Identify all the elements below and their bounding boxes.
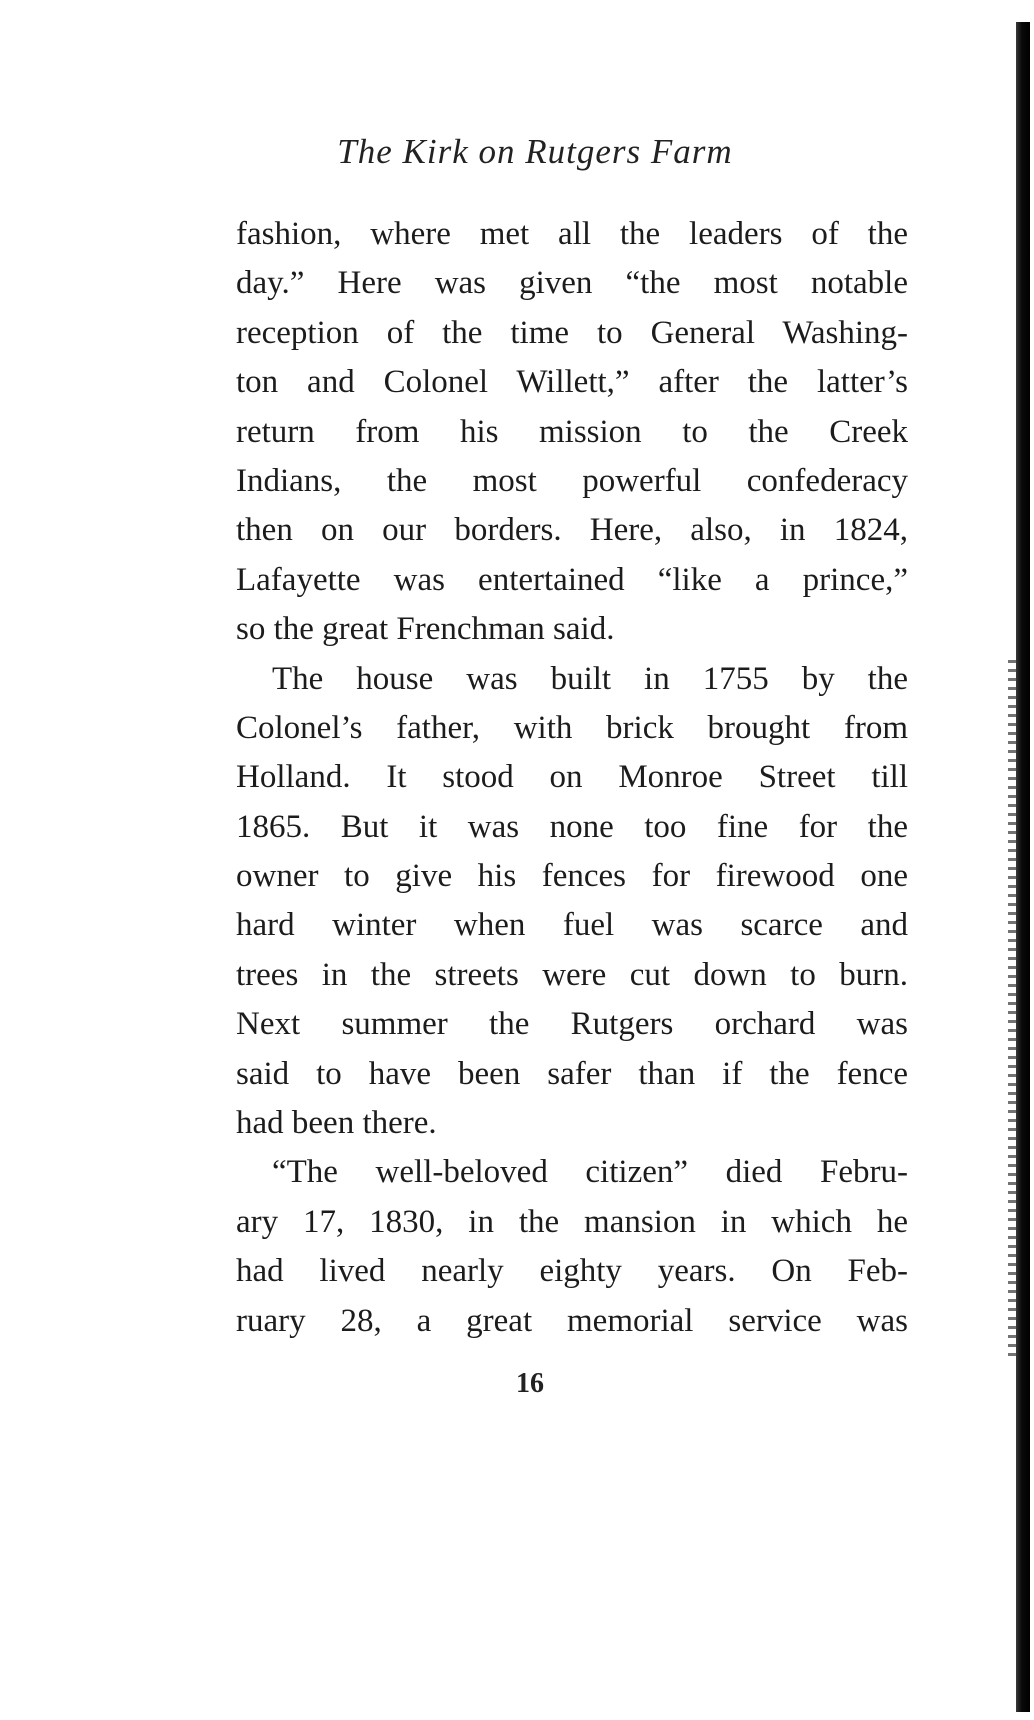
text-line: hard winter when fuel was scarce and (236, 907, 908, 944)
text-line: “The well-beloved citizen” died Febru- (272, 1154, 908, 1191)
text-line: ary 17, 1830, in the mansion in which he (236, 1203, 908, 1240)
text-line: The house was built in 1755 by the (272, 660, 908, 697)
body-text (236, 210, 908, 1346)
text-line: Lafayette was entertained “like a prince,” (236, 561, 908, 598)
text-line: then on our borders. Here, also, in 1824, (236, 512, 908, 549)
running-head: The Kirk on Rutgers Farm (337, 132, 733, 171)
page-edge (1016, 22, 1030, 1712)
text-line: owner to give his fences for firewood one (236, 858, 908, 895)
text-line: Next summer the Rutgers orchard was (236, 1006, 908, 1043)
text-line: ruary 28, a great memorial service was (236, 1302, 908, 1339)
text-line: so the great Frenchman said. (236, 611, 615, 648)
text-line: fashion, where met all the leaders of the (236, 216, 908, 252)
text-line: had been there. (236, 1105, 437, 1142)
text-line: said to have been safer than if the fence (236, 1055, 908, 1092)
text-line: Holland. It stood on Monroe Street till (236, 759, 908, 796)
text-line: day.” Here was given “the most notable (236, 265, 908, 302)
text-line: return from his mission to the Creek (236, 413, 908, 450)
page-number: 16 (516, 1368, 544, 1399)
text-line: ton and Colonel Willett,” after the latter’s (236, 364, 908, 401)
text-line: 1865. But it was none too fine for the (236, 808, 908, 845)
text-line: had lived nearly eighty years. On Feb- (236, 1253, 908, 1290)
text-line: Colonel’s father, with brick brought from (236, 709, 908, 746)
text-line: Indians, the most powerful confederacy (236, 462, 908, 499)
text-line: reception of the time to General Washing- (236, 314, 908, 351)
text-line: trees in the streets were cut down to burn. (236, 956, 908, 993)
